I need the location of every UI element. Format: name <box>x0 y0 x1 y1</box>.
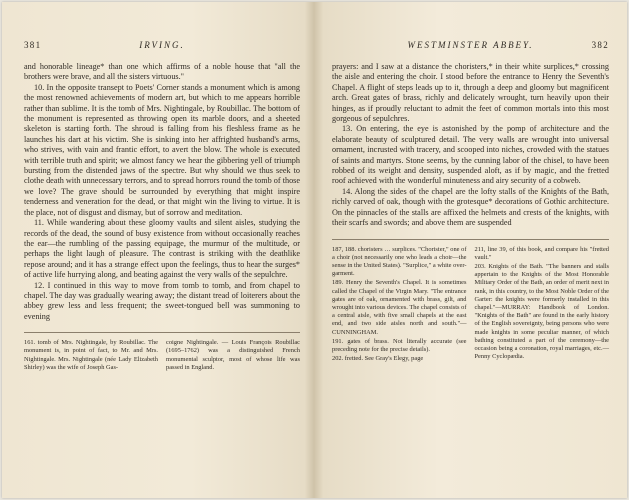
footnote-column <box>24 339 158 373</box>
footnote: 189. Henry the Seventh's Chapel. It is sometimes called the Chapel of the Virgin Mary. "The entrance gates are of oak, ornamented with brass, gilt, and wrought into various devices. The chapel consists of a central aisle, with five small chapels at the east end, and two side aisles north and south."—CUNNINGHAM. <box>332 279 467 336</box>
page-header <box>332 40 609 56</box>
body-text <box>332 62 609 229</box>
footnote: 203. Knights of the Bath. "The banners and stalls appertain to the Knights of the Most Honorable Military Order of the Bath, an order of merit next in rank, in this country, to the Most Noble Order of the Garter: the knights were formerly installed in this chapel."—MURRAY: Handbook of London. "Knights of the Bath" are found in the early history of the English sovereignty, being persons who were made knights in some peculiar manner, of which bathing constituted a part of the ceremony—the occasion being a coronation, royal marriages, etc.—Penny Cyclopædia. <box>474 262 609 361</box>
paragraph: 11. While wandering about these gloomy vaults and silent aisles, studying the records of the dead, the sound of busy existence from without occasionally reaches the ear—the rumbling of the passing equipage, the murmur of the multitude, or perhaps the light laugh of pleasure. The contrast is striking with the deathlike repose around; and it has a strange effect upon the feelings, thus to hear the surges* of active life hurrying along, and beating against the very walls of the sepulchre. <box>24 218 300 280</box>
body-text <box>24 62 300 322</box>
running-title: WESTMINSTER ABBEY. <box>407 40 534 50</box>
paragraph: 12. I continued in this way to move from tomb to tomb, and from chapel to chapel. The day was gradually wearing away; the distant tread of loiterers about the abbey grew less and less frequent; the sweet-tongued bell was summoning to evening <box>24 280 300 321</box>
left-page <box>2 2 314 498</box>
paragraph: 14. Along the sides of the chapel are the lofty stalls of the Knights of the Bath, richly carved of oak, though with the grotesque* decorations of Gothic architecture. On the pinnacles of the stalls are affixed the helmets and crests of the knights, with their scarfs and swords; and above them are suspended <box>332 186 609 228</box>
footnote-divider <box>24 332 300 333</box>
footnote-column <box>166 339 300 373</box>
footnote-column <box>475 246 610 365</box>
footnote: coigne Nightingale. — Louis François Roubillac (1695–1762) was a distinguished French monumental sculptor, most of whose life was passed in England. <box>166 339 300 371</box>
right-page <box>314 2 627 498</box>
paragraph: 10. In the opposite transept to Poets' Corner stands a monument which is among the most renowned achievements of modern art, but which to me appears horrible rather than sublime. It is the tomb of Mrs. Nightingale, by Roubillac. The bottom of the monument is represented as throwing open its marble doors, and a sheeted skeleton is starting forth. The shroud is falling from his fleshless frame as he launches his dart at his victim. She is sinking into her affrighted husband's arms, who strives, with vain and frantic effort, to avert the blow. The whole is executed with terrible truth and spirit; we almost fancy we hear the gibbering yell of triumph bursting from the distended jaws of the spectre. But why should we thus seek to clothe death with unnecessary terrors, and to spread horrors round the tomb of those we love? The grave should be surrounded by everything that might inspire tenderness and veneration for the dead, or that might win the living to virtue. It is the place, not of disgust and dismay, but of sorrow and meditation. <box>24 82 300 217</box>
footnotes <box>24 339 300 373</box>
footnote: 187, 188. choristers … surplices. "Chorister," one of a choir (not necessarily one who leads a choir—the sense in the United States). "Surplice," a white over-garment. <box>332 245 467 278</box>
footnote-column <box>332 246 467 365</box>
page-header <box>24 40 300 56</box>
footnotes <box>332 246 609 365</box>
footnote: 202. fretted. See Gray's Elegy, page <box>332 355 424 363</box>
footnote: 161. tomb of Mrs. Nightingale, by Roubillac. The monument is, in point of fact, to Mr. and Mrs. Nightingale. Mrs. Nightingale (née Lady Elizabeth Shirley) was the wife of Joseph Gas- <box>24 339 158 371</box>
paragraph: and honorable lineage* than one which affirms of a noble house that "all the brothers were brave, and all the sisters virtuous." <box>24 62 300 82</box>
page-number: 382 <box>591 40 609 50</box>
footnote: 211, line 39, of this book, and compare his "fretted vault." <box>474 245 609 261</box>
paragraph: prayers: and I saw at a distance the choristers,* in their white surplices,* crossing the aisle and entering the choir. I stood before the entrance to Henry the Seventh's Chapel. A flight of steps leads up to it, through a deep and gloomy but magnificent arch. Great gates of brass, richly and delicately wrought, turn heavily upon their hinges, as if proudly reluctant to admit the feet of common mortals into this most gorgeous of sepulchres. <box>332 62 609 124</box>
footnote: 191. gates of brass. Not literally accurate (see preceding note for the precise details). <box>332 337 467 353</box>
footnote-divider <box>332 239 609 240</box>
paragraph: 13. On entering, the eye is astonished by the pomp of architecture and the elaborate beauty of sculptured detail. The very walls are wrought into universal ornament, incrusted with tracery, and scooped into niches, crowded with the statues of saints and martyrs. Stone seems, by the cunning labor of the chisel, to have been robbed of its weight and density, suspended aloft, as if by magic, and the fretted roof achieved with the wonderful minuteness and airy security of a cobweb. <box>332 124 609 186</box>
running-title: IRVING. <box>139 40 185 50</box>
open-book <box>2 2 627 498</box>
page-number: 381 <box>24 40 42 50</box>
